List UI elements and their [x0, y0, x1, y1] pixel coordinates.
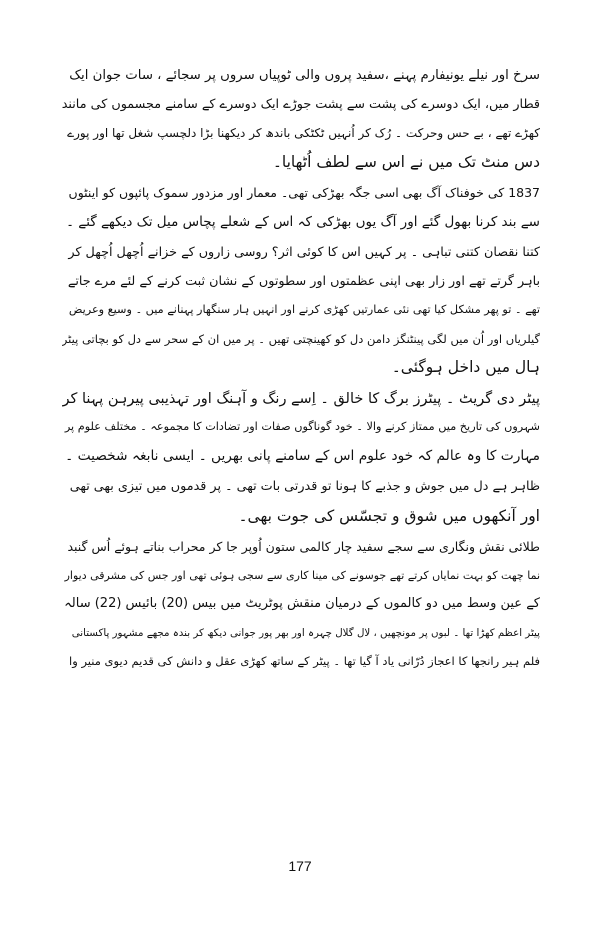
text-line: باہر گرتے تھے اور زار بھی اپنی عظمتوں اور سطوتوں کے نشان ثبت کرنے کے لئے مرے جاتے	[67, 273, 540, 289]
text-line: ظاہر ہے دل میں جوش و جذبے کا ہونا تو قدرتی بات تھی ۔ پر قدموں میں تیزی بھی تھی	[69, 479, 540, 494]
text-line: پیٹر دی گریٹ ۔ پیٹرز برگ کا خالق ۔ اِسے رنگ و آہنگ اور تہذیبی پیرہن پہنا کر	[62, 390, 540, 407]
text-line: سرخ اور نیلے یونیفارم پہنے ،سفید پروں والی ٹوپیاں سروں پر سجائے ، سات جوان ایک	[69, 68, 540, 83]
page-number: 177	[288, 858, 312, 874]
paragraph-5	[62, 473, 540, 530]
text-line: کے عین وسط میں دو کالموں کے درمیان منقش پوٹریٹ میں بیس (20) بائیس (22) سالہ	[64, 596, 540, 611]
text-line: مہارت کا وہ عالم کہ خود علوم اس کے سامنے پانی بھریں ۔ ایسی نابغہ شخصیت ۔	[65, 447, 540, 464]
text-line: تھے ۔ تو پھر مشکل کیا تھی نئی عمارتیں کھڑی کرنے اور انہیں ہار سنگھار پہنانے میں ۔ وسیع وعریض	[68, 303, 540, 316]
paragraph-6	[62, 533, 540, 676]
page-text	[62, 62, 540, 679]
text-line: گیلریاں اور اُن میں لگی پینٹنگز دامن دل کو کھینچتی تھیں ۔ پر میں ان کے سحر سے دل کو بچاتی پیٹر	[62, 331, 540, 346]
text-line: کتنا نقصان کتنی تباہی ۔ پر کہیں اس کا کوئی اثر؟ روسی زاروں کے خزانے اُچھل اُچھل کر	[68, 245, 540, 260]
text-line: پیٹر اعظم کھڑا تھا ۔ لبوں پر مونچھیں ، لال گلال چہرہ اور بھر پور جوانی دیکھ کر بندہ مجھے مشہور پاکستانی	[71, 626, 540, 639]
text-line: طلائی نقش ونگاری سے سجے سفید چار کالمی ستون اُوپر جا کر محراب بناتے ہوئے اُس گنبد	[67, 539, 540, 554]
text-line: اور آنکھوں میں شوق و تجسّس کی جوت بھی۔	[238, 506, 540, 525]
text-line: 1837 کی خوفناک آگ بھی اسی جگہ بھڑکی تھی۔ معمار اور مزدور سموک پائپوں کو اینٹوں	[68, 185, 540, 200]
text-line: ہال میں داخل ہوگئی۔	[391, 358, 540, 376]
paragraph-4	[62, 385, 540, 471]
text-line: نما چھت کو بہت نمایاں کرتے تھے جوسونے کی مینا کاری سے سجی ہوئی تھی اور جس کی مشرقی دیوار	[64, 568, 540, 582]
text-line: کھڑے تھے ، بے حس وحرکت ۔ رُک کر اُنہیں ٹکٹکی باندھ کر دیکھنا بڑا دلچسپ شغل تھا اور پورے	[67, 126, 540, 140]
text-line: سے بند کرنا بھول گئے اور آگ یوں بھڑکی کہ اس کے شعلے پچاس میل تک دیکھے گئے ۔	[66, 213, 540, 230]
paragraph-2	[62, 179, 540, 236]
text-line: شہروں کی تاریخ میں ممتاز کرنے والا ۔ خود گوناگوں صفات اور تضادات کا مجموعہ ۔ مختلف علوم پر	[64, 420, 540, 433]
paragraph-1	[62, 62, 540, 176]
paragraph-3	[62, 239, 540, 382]
text-line: فلم ہیر رانجھا کا اعجاز دُرّانی یاد آ گیا تھا ۔ پیٹر کے ساتھ کھڑی عقل و دانش کی قدیم دیوی منیر وا	[69, 654, 540, 668]
text-line: قطار میں، ایک دوسرے کی پشت سے پشت جوڑے ایک دوسرے کے سامنے مجسموں کی مانند	[62, 96, 540, 112]
text-line: دس منٹ تک میں نے اس سے لطف اُٹھایا۔	[272, 152, 540, 171]
